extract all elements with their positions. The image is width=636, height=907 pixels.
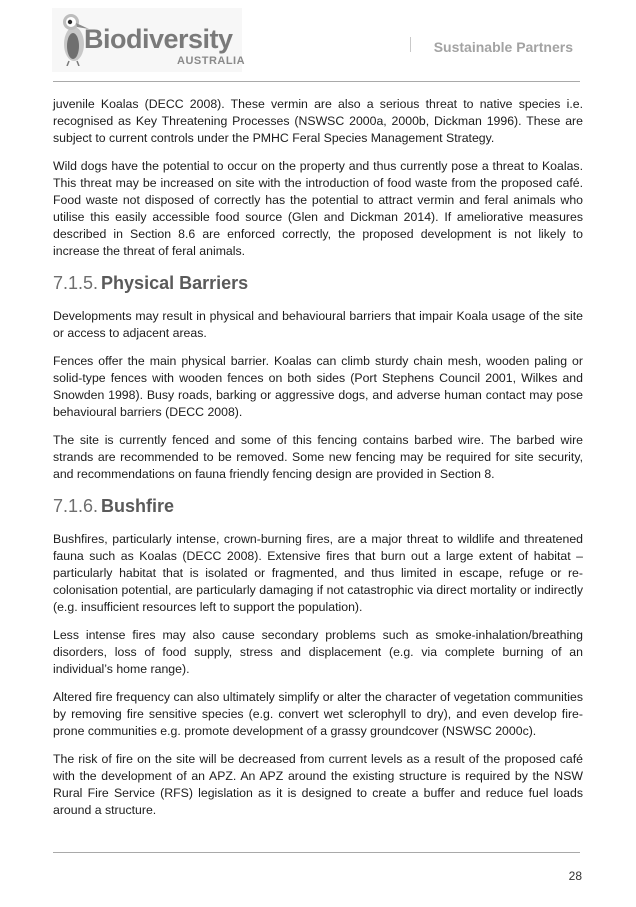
body-paragraph: The site is currently fenced and some of this fencing contains barbed wire. The barbed wire strands are recommended to be removed. Some new fencing may be required for site security, and recommendations on fauna friendly fencing design are provided in Section 8. — [53, 433, 583, 481]
logo-subtitle: AUSTRALIA — [177, 55, 246, 67]
section-title: Bushfire — [101, 496, 175, 516]
section-title: Physical Barriers — [101, 273, 249, 293]
logo-wordmark: Biodiversity — [84, 24, 233, 54]
body-paragraph: Bushfires, particularly intense, crown-burning fires, are a major threat to wildlife and threatened fauna such as Koalas (DECC 2008). Extensive fires that burn out a large extent of habitat – particularly habitat that is isolated or fragmented, and thus limited in escape, refuge or re-colonisation potential, are particularly damaging if not catastrophic via direct mortality or indirectly (e.g. insufficient resources left to support the population). — [53, 532, 583, 614]
body-paragraph: Wild dogs have the potential to occur on the property and thus currently pose a threat to Koalas. This threat may be increased on site with the introduction of food waste from the proposed café. Food waste not disposed of correctly has the potential to attract vermin and feral animals who utilise this easily accessible food source (Glen and Dickman 2014). If ameliorative measures described in Section 8.6 are enforced correctly, the proposed development is not likely to increase the threat of feral animals. — [53, 159, 583, 258]
section-number: 7.1.5. — [53, 273, 99, 293]
header-rule — [53, 81, 580, 82]
page-number: 28 — [568, 869, 582, 883]
footer-rule — [53, 852, 580, 853]
section-heading-bushfire — [53, 495, 583, 517]
page-content — [53, 96, 583, 830]
body-paragraph: Altered fire frequency can also ultimately simplify or alter the character of vegetation communities by removing fire sensitive species (e.g. convert wet sclerophyll to dry), and even develop fire-prone communities e.g. promote development of a grassy groundcover (NSWSC 2000c). — [53, 690, 583, 738]
section-number: 7.1.6. — [53, 496, 99, 516]
header-partner-text: Sustainable Partners — [433, 39, 573, 55]
body-paragraph: Less intense fires may also cause secondary problems such as smoke-inhalation/breathing disorders, loss of food supply, stress and displacement (e.g. via complete burning of an individual’s home range). — [53, 628, 583, 676]
body-paragraph: Developments may result in physical and behavioural barriers that impair Koala usage of the site or access to adjacent areas. — [53, 309, 583, 340]
body-paragraph: juvenile Koalas (DECC 2008). These vermin are also a serious threat to native species i.e. recognised as Key Threatening Processes (NSWSC 2000a, 2000b, Dickman 1996). These are subject to current controls under the PMHC Feral Species Management Strategy. — [53, 97, 583, 145]
biodiversity-australia-logo — [52, 8, 246, 72]
body-paragraph: The risk of fire on the site will be decreased from current levels as a result of the proposed café with the development of an APZ. An APZ around the existing structure is required by the NSW Rural Fire Service (RFS) legislation as it is designed to create a buffer and reduce fuel loads around a structure. — [53, 752, 583, 817]
section-heading-physical-barriers — [53, 272, 583, 294]
header-divider — [410, 37, 411, 52]
body-paragraph: Fences offer the main physical barrier. Koalas can climb sturdy chain mesh, wooden paling or solid-type fences with wooden fences on both sides (Port Stephens Council 2001, Wilkes and Snowden 1998). Busy roads, barking or aggressive dogs, and adverse human contact may pose behavioural barriers (DECC 2008). — [53, 354, 583, 419]
